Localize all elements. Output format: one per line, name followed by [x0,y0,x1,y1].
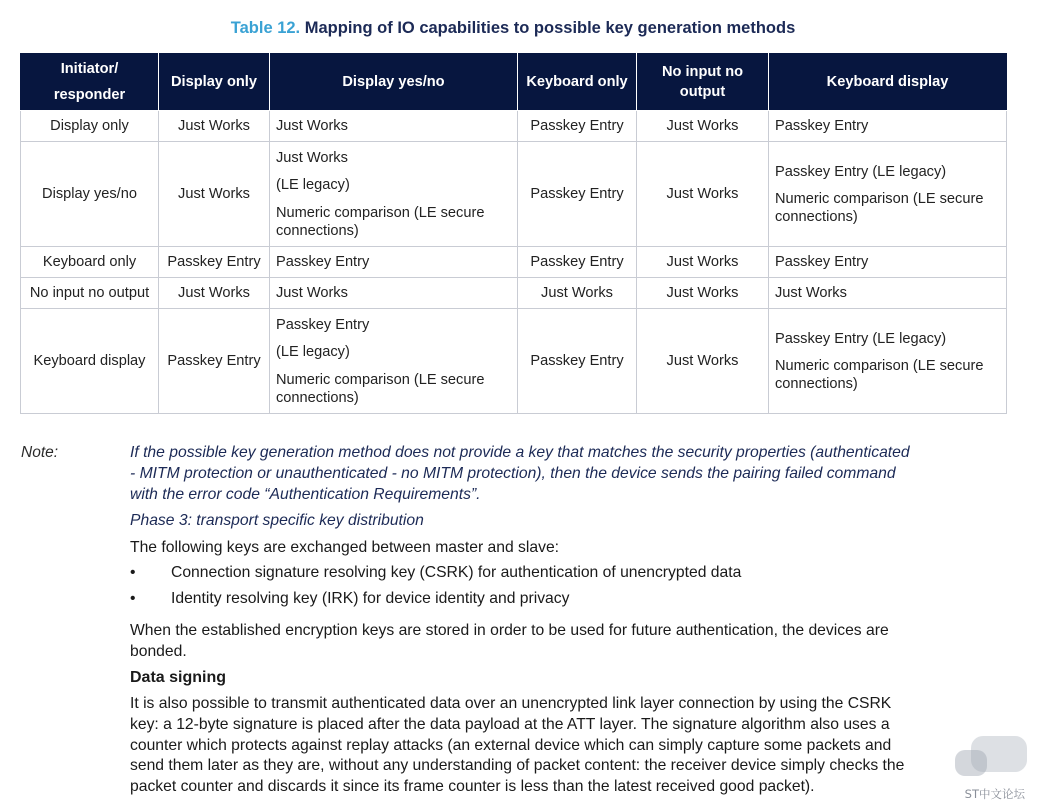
table-title: Mapping of IO capabilities to possible key generation methods [304,19,796,37]
table-cell: Just Works [518,278,637,309]
table-cell: Just Works (LE legacy) Numeric comparison (LE secure connections) [270,142,518,247]
list-item: • Connection signature resolving key (CSRK) for authentication of unencrypted data [130,564,742,581]
list-item: • Identity resolving key (IRK) for device identity and privacy [130,590,570,607]
row-label: Display only [21,111,159,142]
table-cell: Passkey Entry [769,111,1007,142]
io-capabilities-table [20,53,1007,414]
note-text: If the possible key generation method does not provide a key that matches the security properties (authenticated - MITM protection or unauthenticated - no MITM protection), then the device sends the pairing failed command with the error code “Authentication Requirements”. [130,444,910,503]
chat-bubble-icon [955,750,987,776]
table-row [21,247,1007,278]
watermark-text: ST中文论坛 [964,787,1025,801]
table-cell: Just Works [637,278,769,309]
table-cell: Just Works [637,142,769,247]
table-cell: Just Works [637,247,769,278]
table-cell: Passkey Entry [518,309,637,414]
table-row [21,309,1007,414]
phase3-heading: Phase 3: transport specific key distribution [130,512,424,529]
table-cell: Passkey Entry (LE legacy) Numeric comparison (LE secure connections) [270,309,518,414]
table-cell: Passkey Entry [769,247,1007,278]
table-cell: Just Works [159,142,270,247]
key-list [130,563,1010,615]
table-cell: Passkey Entry [159,309,270,414]
header-display-yes-no: Display yes/no [270,54,518,111]
header-initiator-responder: Initiator/ responder [21,54,159,111]
data-signing-paragraph: It is also possible to transmit authenticated data over an unencrypted link layer connection by using the CSRK key: a 12-byte signature is placed after the data payload at the ATT layer. The signature algorithm also uses a counter which protects against replay attacks (an external device which can simply capture some packets and send them later as they are, without any understanding of packet content: the receiver device simply checks the packet counter and discards it since its frame counter is less than the latest received good packet). [130,695,905,796]
table-cell: Just Works [159,278,270,309]
bullet-icon: • [130,590,136,607]
table-caption [0,19,1026,38]
keys-intro-paragraph: The following keys are exchanged between master and slave: [130,539,560,556]
row-label: No input no output [21,278,159,309]
table-cell: Just Works [769,278,1007,309]
bullet-icon: • [130,564,136,581]
table-cell: Passkey Entry [518,247,637,278]
header-keyboard-display: Keyboard display [769,54,1007,111]
row-label: Keyboard only [21,247,159,278]
header-display-only: Display only [159,54,270,111]
table-cell: Passkey Entry [518,111,637,142]
table-row [21,142,1007,247]
table-number: Table 12. [230,19,301,37]
forum-watermark [951,736,1031,802]
data-signing-heading: Data signing [130,669,227,686]
table-cell: Passkey Entry (LE legacy) Numeric comparison (LE secure connections) [769,309,1007,414]
row-label: Keyboard display [21,309,159,414]
table-cell: Passkey Entry [518,142,637,247]
header-keyboard-only: Keyboard only [518,54,637,111]
header-no-input-no-output: No input no output [637,54,769,111]
row-label: Display yes/no [21,142,159,247]
bonding-paragraph: When the established encryption keys are stored in order to be used for future authentication, the devices are bonded. [130,622,889,660]
table-cell: Just Works [270,278,518,309]
note-label: Note: [21,444,59,461]
table-cell: Passkey Entry (LE legacy) Numeric comparison (LE secure connections) [769,142,1007,247]
table-header-row [21,54,1007,111]
table-cell: Just Works [637,309,769,414]
table-row [21,111,1007,142]
table-cell: Passkey Entry [159,247,270,278]
table-cell: Just Works [159,111,270,142]
table-cell: Just Works [270,111,518,142]
table-cell: Just Works [637,111,769,142]
table-cell: Passkey Entry [270,247,518,278]
table-row [21,278,1007,309]
